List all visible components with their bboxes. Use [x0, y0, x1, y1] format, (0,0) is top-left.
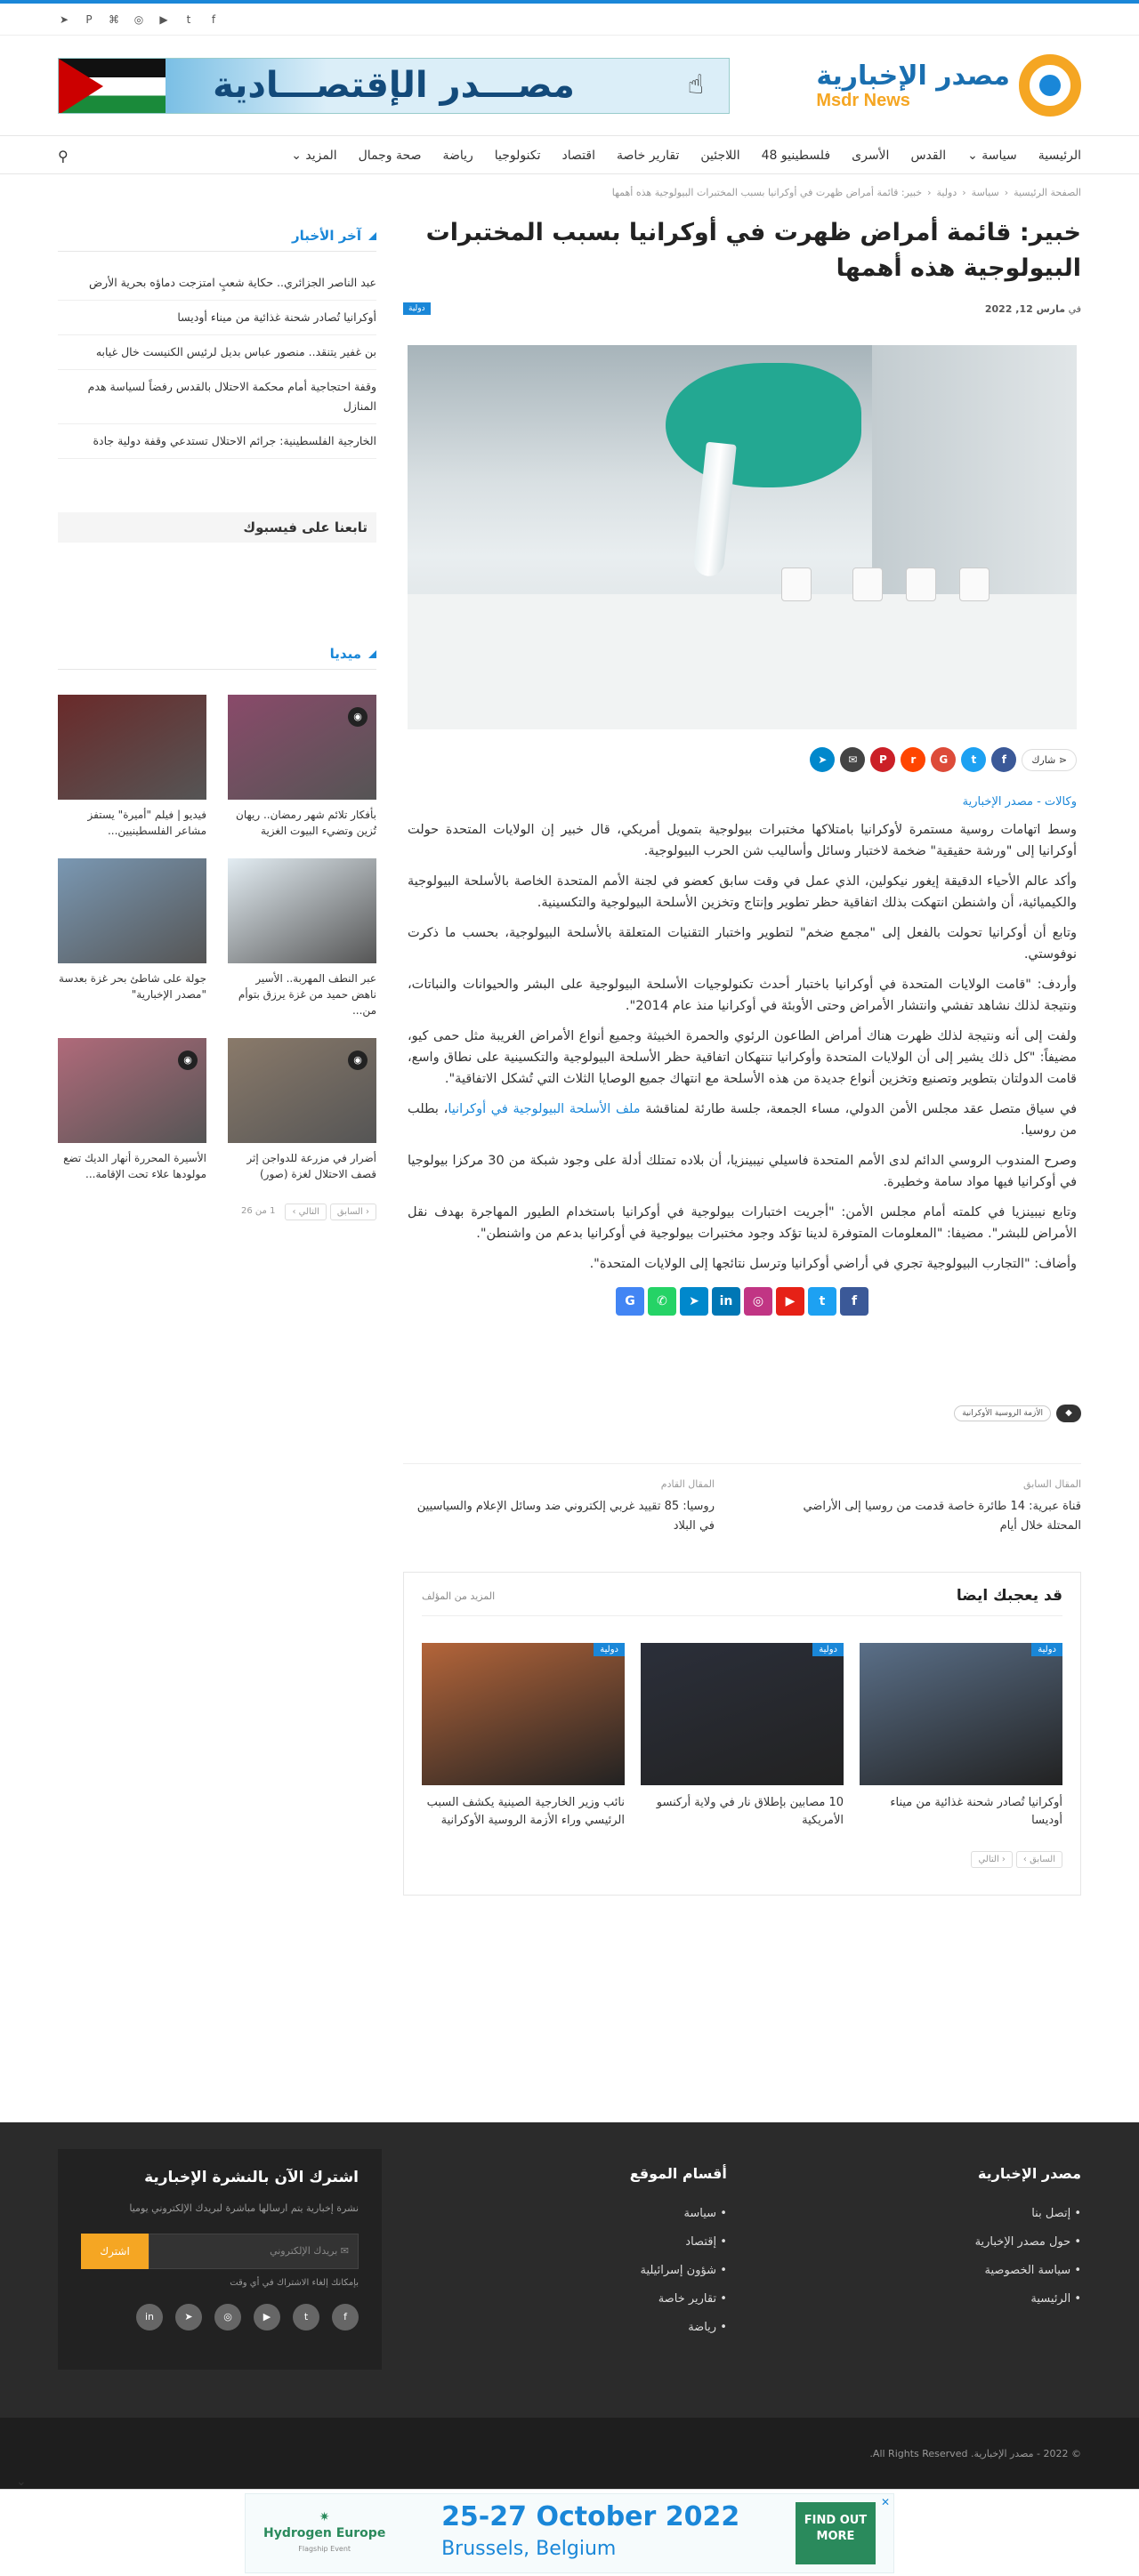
media-item[interactable]: [228, 858, 376, 1018]
article-hero-image: [408, 345, 1077, 729]
follow-twitter-icon[interactable]: t: [808, 1287, 836, 1316]
main-nav: [0, 135, 1139, 174]
ad-cta-button[interactable]: FIND OUT MORE: [796, 2502, 876, 2564]
share-reddit-icon[interactable]: r: [901, 747, 925, 772]
media-item[interactable]: [58, 1038, 206, 1182]
footer-sections-column: أقسام الموقع • سياسة • إقتصاد • شؤون إسرائيلية • تقارير خاصة • رياضة: [630, 2165, 727, 2370]
rss-icon[interactable]: ⌘: [109, 13, 119, 26]
date-prefix: في: [1068, 302, 1081, 315]
newsletter-title: اشترك الآن بالنشرة الإخبارية: [144, 2169, 359, 2186]
follow-telegram-icon[interactable]: ➤: [680, 1287, 708, 1316]
media-item-image: [58, 695, 206, 800]
article-paragraph: وأضاف: "التجارب البيولوجية تجري في أراضي أوكرانيا وترسل نتائجها إلى الولايات المتحدة".: [589, 1257, 1077, 1271]
newsletter-box: [58, 2149, 382, 2370]
header-banner-ad[interactable]: [58, 58, 730, 114]
ad-close-icon[interactable]: ✕: [880, 2496, 890, 2508]
nav-item[interactable]: اللاجئين: [700, 149, 740, 163]
footer-youtube-icon[interactable]: ▶: [254, 2304, 280, 2330]
nav-item[interactable]: المزيد ⌄: [291, 149, 337, 163]
follow-youtube-icon[interactable]: ▶: [776, 1287, 804, 1316]
media-item[interactable]: [228, 695, 376, 839]
media-pager: [58, 1203, 376, 1220]
newsletter-unsubscribe-note: بإمكانك إلغاء الاشتراك في أي وقت: [230, 2278, 359, 2288]
ad-date: 25-27 October 2022: [441, 2501, 740, 2532]
breadcrumb-item[interactable]: دولية: [936, 186, 957, 198]
facebook-icon[interactable]: f: [211, 13, 216, 26]
breadcrumb-separator-icon: ‹: [1004, 186, 1009, 198]
article-paragraph: وأردف: "قامت الولايات المتحدة في أوكرانيا باختبار أحدث تكنولوجيات الأسلحة البيولوجية على البشر والحيوانات والنباتات، ونتيجة لذلك نشاهد تفشي وانتشار الأمراض وحتى الأوبئة في أوكرانيا منذ عام 2014".: [408, 978, 1077, 1013]
related-item-badge[interactable]: دولية: [1031, 1643, 1062, 1656]
collapse-chevron-icon[interactable]: ⌄: [16, 2475, 27, 2489]
nav-item[interactable]: صحة وجمال: [358, 149, 422, 163]
footer-facebook-icon[interactable]: f: [332, 2304, 359, 2330]
article-date: مارس 12, 2022: [984, 302, 1066, 315]
media-item-image: [228, 1038, 376, 1143]
media-item-image: [228, 858, 376, 963]
media-item-title[interactable]: بأفكار تلائم شهر رمضان.. ريهان تُزين وتضيء البيوت الغزية: [236, 809, 376, 837]
media-pager-prev[interactable]: ‹ السابق: [330, 1203, 376, 1220]
newsletter-email-input[interactable]: ✉ بريدك الإلكتروني: [149, 2234, 359, 2269]
article-paragraph: وتابع نيبينزيا في كلمته أمام مجلس الأمن: "أجريت اختبارات بيولوجية في أوكرانيا باستخدام الطيور المهاجرة بهدف نقل الأمراض للبشر". مضيفا: "المعلومات المتوفرة لدينا تؤكد وجود مختبرات بيولوجية في أوكرانيا بدعم من واشنطن".: [408, 1205, 1077, 1241]
nav-item[interactable]: تكنولوجيا: [494, 149, 541, 163]
logo-arabic: مصدر الإخبارية: [816, 60, 1010, 92]
article-meta: [403, 302, 1081, 315]
bioweapons-file-link[interactable]: ملف الأسلحة البيولوجية في أوكرانيا: [448, 1102, 641, 1116]
breadcrumb-item[interactable]: الصفحة الرئيسية: [1014, 186, 1081, 198]
hydrogen-europe-ad[interactable]: [245, 2493, 894, 2573]
facebook-follow-heading: تابعنا على فيسبوك: [58, 512, 376, 543]
article-body: [403, 819, 1081, 1275]
related-item[interactable]: [422, 1643, 625, 1830]
media-item-image: [58, 858, 206, 963]
share-email-icon[interactable]: ✉: [840, 747, 865, 772]
footer-telegram-icon[interactable]: ➤: [175, 2304, 202, 2330]
next-post[interactable]: المقال القادم روسيا: 85 تقييد غربي إلكتروني ضد وسائل الإعلام والسياسيين في البلاد: [416, 1478, 715, 1533]
sidebar: [58, 210, 376, 1896]
newsletter-desc: نشرة إخبارية يتم ارسالها مباشرة لبريدك الإلكتروني يوميا: [129, 2202, 359, 2214]
related-item-badge[interactable]: دولية: [594, 1643, 625, 1656]
footer-link[interactable]: • إقتصاد: [630, 2235, 727, 2249]
latest-news-item[interactable]: أوكرانيا تُصادر شحنة غذائية من ميناء أوديسا: [58, 301, 376, 335]
instagram-icon[interactable]: ◎: [133, 13, 144, 26]
article-paragraph: وسط اتهامات روسية مستمرة لأوكرانيا بامتلاكها مختبرات بيولوجية بتمويل أمريكي، قال خبير إن الولايات المتحدة حولت أوكرانيا إلى "ورشة حقيقية" ضخمة لاختبار وسائل وأساليب شن الحرب البيولوجية.: [408, 823, 1077, 858]
media-item-title[interactable]: جولة على شاطئ بحر غزة بعدسة "مصدر الإخبارية": [59, 972, 206, 1001]
breadcrumb-item: خبير: قائمة أمراض ظهرت في أوكرانيا بسبب المختبرات البيولوجية هذه أهمها: [611, 186, 923, 198]
related-item-title[interactable]: نائب وزير الخارجية الصينية يكشف السبب الرئيسي وراء الأزمة الروسية الأوكرانية: [426, 1796, 625, 1827]
media-item-title[interactable]: فيديو | فيلم "أميرة" يستفز مشاعر الفلسطينيين...: [87, 809, 206, 837]
nav-item[interactable]: اقتصاد: [561, 149, 595, 163]
footer-twitter-icon[interactable]: t: [293, 2304, 319, 2330]
article-title: خبير: قائمة أمراض ظهرت في أوكرانيا بسبب المختبرات البيولوجية هذه أهمها: [425, 219, 1081, 282]
site-logo[interactable]: [816, 54, 1081, 117]
footer-about-column: مصدر الإخبارية • إتصل بنا • حول مصدر الإخبارية • سياسة الخصوصية • الرئيسية: [975, 2165, 1081, 2370]
banner-text: مصـــدر الإقتصـــادية: [213, 65, 575, 106]
media-pager-next[interactable]: التالي ›: [285, 1203, 326, 1220]
article-paragraph: وأكد عالم الأحياء الدقيقة إيغور نيكولين، الذي عمل في وقت سابق كعضو في لجنة الأمم المتحدة الخاصة بالأسلحة البيولوجية والكيميائية، أن واشنطن انتهكت بذلك اتفاقية حظر تطوير وإنتاج وتخزين الأسلحة البيولوجية والتكسينية.: [408, 874, 1077, 910]
nav-item[interactable]: رياضة: [442, 149, 473, 163]
pointer-hand-icon: ☝: [687, 68, 704, 101]
share-twitter-icon[interactable]: t: [961, 747, 986, 772]
footer-link[interactable]: • الرئيسية: [975, 2292, 1081, 2306]
share-telegram-icon[interactable]: ➤: [810, 747, 835, 772]
media-item-image: [228, 695, 376, 800]
share-button[interactable]: ⋖ شارك: [1022, 749, 1077, 771]
nav-item[interactable]: سياسة ⌄: [967, 149, 1017, 163]
latest-news-item[interactable]: الخارجية الفلسطينية: جرائم الاحتلال تستدعي وقفة دولية جادة: [58, 424, 376, 459]
newsletter-subscribe-button[interactable]: اشترك: [81, 2234, 149, 2269]
media-item-title[interactable]: عبر النطف المهربة.. الأسير ناهض حميد من غزة يرزق بتوأم من...: [238, 972, 376, 1017]
nav-item[interactable]: الرئيسية: [1038, 149, 1081, 163]
more-from-author-tab[interactable]: المزيد من المؤلف: [422, 1590, 496, 1602]
footer-link[interactable]: • تقارير خاصة: [630, 2292, 727, 2306]
site-footer: [0, 2122, 1139, 2418]
related-item[interactable]: [860, 1643, 1062, 1830]
footer-link[interactable]: • رياضة: [630, 2321, 727, 2334]
bottom-ad-bar: [0, 2489, 1139, 2576]
related-item-title[interactable]: أوكرانيا تُصادر شحنة غذائية من ميناء أوديسا: [890, 1796, 1062, 1827]
ad-org-logo: ✷ Hydrogen Europe Flagship Event: [263, 2510, 386, 2553]
footer-link[interactable]: • حول مصدر الإخبارية: [975, 2235, 1081, 2249]
related-item-image: [641, 1643, 844, 1785]
footer-link[interactable]: • سياسة الخصوصية: [975, 2264, 1081, 2277]
media-pager-count: 1 من 26: [241, 1206, 276, 1216]
latest-news-item[interactable]: عبد الناصر الجزائري.. حكاية شعبٍ امتزجت دماؤه بحرية الأرض: [58, 266, 376, 301]
pager-next-button[interactable]: ‹ التالي: [971, 1851, 1012, 1868]
latest-news-item[interactable]: بن غفير يتنقد.. منصور عباس بديل لرئيس الكنيست خال غيابه: [58, 335, 376, 370]
related-item-image: [860, 1643, 1062, 1785]
breadcrumb-separator-icon: ‹: [927, 186, 932, 198]
footer-link[interactable]: • إتصل بنا: [975, 2207, 1081, 2220]
article-paragraph-linked: في سياق متصل عقد مجلس الأمن الدولي، مساء الجمعة، جلسة طارئة لمناقشة ملف الأسلحة البيولوجية في أوكرانيا، بطلب من روسيا.: [408, 1102, 1077, 1138]
copyright-bar: [0, 2418, 1139, 2489]
related-item-image: [422, 1643, 625, 1785]
breadcrumb-item[interactable]: سياسة: [971, 186, 999, 198]
article-paragraph: ولفت إلى أنه ونتيجة لذلك ظهرت هناك أمراض الطاعون الرئوي والحمرة الخبيثة وجميع أنواع الأمراض الغريبة مثل حمى كيو، مضيفاً: "كل ذلك يشير إلى أن الولايات المتحدة وأوكرانيا تنتهكان اتفاقية حظر الأسلحة البيولوجية والتكسينية على نطاق واسع، قامت الدولتان بتطوير وتصنيع وتخزين أنواع جديدة من هذه الأسلحة مع انتهاك جميع الوصايا الثلاث التي تُشكل الاتفاقية".: [408, 1029, 1077, 1086]
follow-whatsapp-icon[interactable]: ✆: [648, 1287, 676, 1316]
related-item-badge[interactable]: دولية: [812, 1643, 844, 1656]
media-heading: ميديا: [58, 646, 376, 670]
related-posts: [403, 1572, 1081, 1896]
follow-google-news-icon[interactable]: G: [616, 1287, 644, 1316]
tag-link[interactable]: الأزمة الروسية الأوكرانية: [954, 1405, 1051, 1421]
camera-icon: ◉: [178, 1051, 198, 1070]
footer-linkedin-icon[interactable]: in: [136, 2304, 163, 2330]
footer-link[interactable]: • سياسة: [630, 2207, 727, 2220]
media-item[interactable]: [58, 695, 206, 839]
top-social-links: [58, 13, 220, 26]
article-follow-icons: [403, 1287, 1081, 1316]
media-item-title[interactable]: الأسيرة المحررة أنهار الديك تضع مولودها علاء تحت الإقامة...: [63, 1152, 206, 1180]
logo-mark: [1019, 54, 1081, 117]
pager-prev-button[interactable]: السابق ›: [1016, 1851, 1062, 1868]
footer-social-icons: [81, 2304, 359, 2330]
related-pager: [422, 1851, 1062, 1868]
media-item-title[interactable]: أضرار في مزرعة للدواجن إثر قصف الاحتلال لغزة (صور): [246, 1152, 376, 1180]
twitter-icon[interactable]: t: [186, 13, 191, 26]
follow-facebook-icon[interactable]: f: [840, 1287, 868, 1316]
youtube-icon[interactable]: ▶: [159, 13, 168, 26]
post-navigation: [403, 1463, 1081, 1536]
article-tags: [403, 1405, 1081, 1422]
breadcrumb-separator-icon: ‹: [962, 186, 966, 198]
search-icon[interactable]: ⚲: [58, 147, 69, 165]
camera-icon: ◉: [348, 1051, 368, 1070]
previous-post[interactable]: المقال السابق قناة عبرية: 14 طائرة خاصة قدمت من روسيا إلى الأراضي المحتلة خلال أيام: [803, 1478, 1081, 1533]
nav-item[interactable]: القدس: [910, 149, 947, 163]
article-paragraph: وتابع أن أوكرانيا تحولت بالفعل إلى "مجمع ضخم" لتطوير واختبار التقنيات المتعلقة بالأسلحة البيولوجية، بحسب ما ذكرت نوفوستي.: [408, 926, 1077, 962]
article-column: [403, 210, 1081, 1896]
nav-item[interactable]: الأسرى: [852, 149, 890, 163]
logo-english: Msdr News: [816, 90, 910, 110]
share-pinterest-icon[interactable]: P: [870, 747, 895, 772]
related-item[interactable]: [641, 1643, 844, 1830]
share-google-icon[interactable]: G: [931, 747, 956, 772]
follow-instagram-icon[interactable]: ◎: [744, 1287, 772, 1316]
ad-city: Brussels, Belgium: [441, 2538, 617, 2560]
copyright-text: © 2022 - مصدر الإخبارية. All Rights Reserved.: [869, 2448, 1081, 2459]
media-item[interactable]: [58, 858, 206, 1018]
nav-item[interactable]: تقارير خاصة: [616, 149, 680, 163]
top-bar: [0, 4, 1139, 36]
latest-news-list: [58, 266, 376, 459]
media-item[interactable]: [228, 1038, 376, 1182]
share-bar: [408, 747, 1077, 772]
nav-item[interactable]: فلسطينيو 48: [761, 149, 831, 163]
related-item-title[interactable]: 10 مصابين بإطلاق نار في ولاية أركنسو الأمريكية: [656, 1796, 844, 1827]
article-paragraph: وصرح المندوب الروسي الدائم لدى الأمم المتحدة فاسيلي نيبينزيا، أن بلاده تمتلك أدلة على وجود شبكة من 30 مركزا بيولوجيا في أوكرانيا فيها مواد سامة وخطيرة.: [408, 1154, 1077, 1189]
article-source[interactable]: وكالات - مصدر الإخبارية: [962, 795, 1077, 809]
share-facebook-icon[interactable]: f: [991, 747, 1016, 772]
tag-icon: ◆: [1056, 1405, 1081, 1422]
pinterest-icon[interactable]: P: [85, 13, 93, 26]
breadcrumb: [58, 174, 1081, 210]
footer-instagram-icon[interactable]: ◎: [214, 2304, 241, 2330]
latest-news-item[interactable]: وقفة احتجاجية أمام محكمة الاحتلال بالقدس رفضاً لسياسة هدم المنازل: [58, 370, 376, 424]
latest-news-heading: آخر الأخبار: [58, 228, 376, 252]
palestine-flag-image: [59, 59, 166, 114]
media-grid: [58, 695, 376, 1182]
category-badge[interactable]: دولية: [403, 302, 431, 315]
media-item-image: [58, 1038, 206, 1143]
camera-icon: ◉: [348, 707, 368, 727]
telegram-icon[interactable]: ➤: [59, 13, 69, 26]
site-header: [0, 36, 1139, 135]
related-heading: قد يعجبك ايضا: [956, 1587, 1062, 1605]
follow-linkedin-icon[interactable]: in: [712, 1287, 740, 1316]
footer-link[interactable]: • شؤون إسرائيلية: [630, 2264, 727, 2277]
